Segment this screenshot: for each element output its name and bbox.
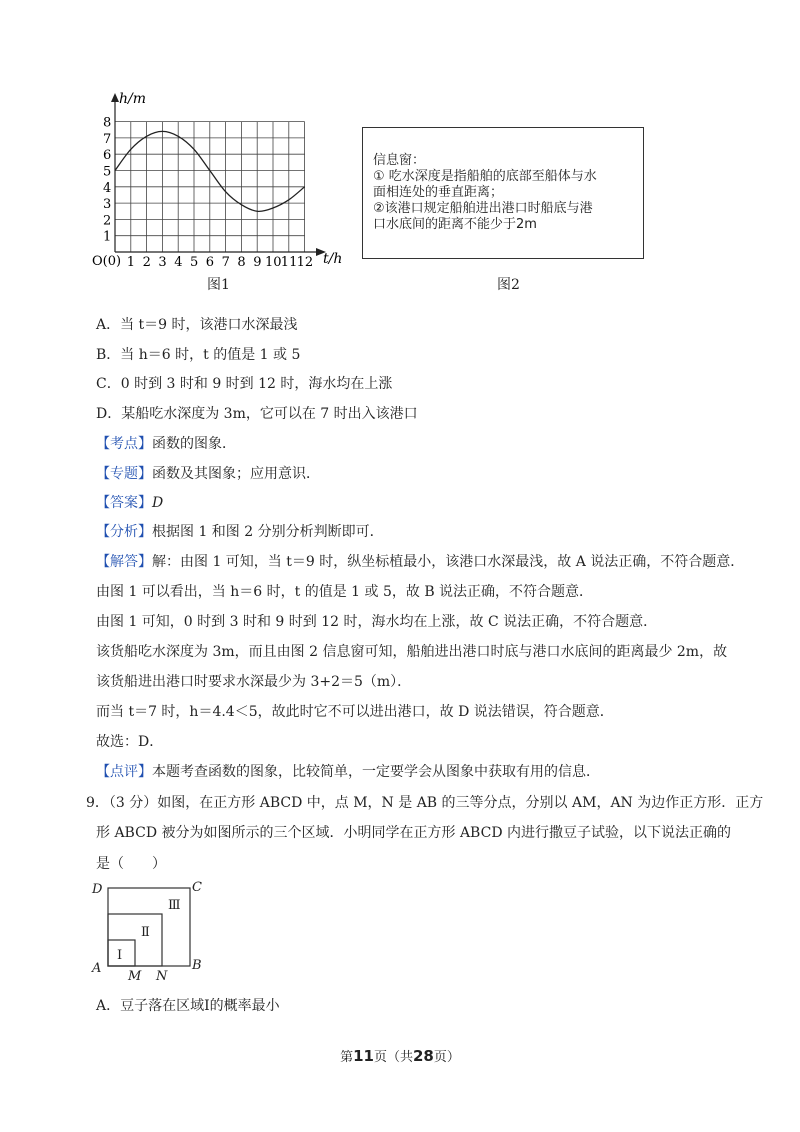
jieda-text-4: 该货船吃水深度为 3m，而且由图 2 信息窗可知，船舶进出港口时底与港口水底间的距离最少 2m，故 <box>96 644 728 660</box>
fenxi-tag: 【分析】 <box>96 524 152 540</box>
q9-stem-line-3: 是（ ） <box>96 856 166 872</box>
x-tick-label: 9 <box>253 255 262 270</box>
x-axis-label: t/h <box>323 251 343 267</box>
footer-page-number: 11 <box>353 1047 374 1065</box>
q9-stem-line-2: 形 ABCD 被分为如图所示的三个区域．小明同学在正方形 ABCD 内进行撒豆子试验，以下说法正确的 <box>96 825 731 841</box>
dianping-tag: 【点评】 <box>96 764 152 780</box>
footer-suffix: 页） <box>433 1050 460 1065</box>
y-tick-label: 7 <box>103 131 112 147</box>
info-line-1: 信息窗： <box>373 153 426 168</box>
y-tick-label: 3 <box>103 197 112 213</box>
kaodian-tag: 【考点】 <box>96 436 152 452</box>
x-tick-label: 11 <box>280 255 298 270</box>
info-window <box>362 127 644 259</box>
jieda-text-1: 解：由图 1 可知，当 t＝9 时，纵坐标植最小，该港口水深最浅，故 A 说法正确，不符合题意． <box>152 554 745 570</box>
jieda-text-5: 该货船进出港口时要求水深最少为 3+2＝5（m）． <box>96 674 412 690</box>
footer-mid: 页（共 <box>373 1050 413 1065</box>
kaodian-text: 函数的图象． <box>152 436 236 452</box>
page-footer <box>0 1046 800 1065</box>
q9-stem-line-1: 9．（3 分）如图，在正方形 ABCD 中，点 M，N 是 AB 的三等分点，分别以 AM，AN 为边作正方形．正方 <box>86 795 764 811</box>
info-line-2: ① 吃水深度是指船舶的底部至船体与水 <box>373 169 597 184</box>
footer-prefix: 第 <box>340 1050 354 1065</box>
y-tick-label: 2 <box>103 213 112 229</box>
x-tick-label: 2 <box>142 255 151 270</box>
fenxi-row <box>96 522 384 542</box>
label-region-1: Ⅰ <box>117 948 123 963</box>
x-tick-label: 7 <box>221 255 230 270</box>
jieda-text-6: 而当 t＝7 时，h＝4.4＜5，故此时它不可以进出港口，故 D 说法错误，符合题意． <box>96 704 614 720</box>
label-a: A <box>92 961 102 976</box>
zhuanti-tag: 【专题】 <box>96 466 152 482</box>
info-line-5: 口水底间的距离不能少于2m <box>373 217 537 232</box>
x-tick-label: 4 <box>174 255 183 270</box>
x-tick-label: 5 <box>190 255 199 270</box>
y-tick-label: 1 <box>103 229 112 245</box>
label-m: M <box>128 969 142 982</box>
zhuanti-row <box>96 464 320 484</box>
y-tick-label: 8 <box>103 115 112 131</box>
q8-option-c: C．0 时到 3 时和 9 时到 12 时，海水均在上涨 <box>96 376 393 392</box>
fenxi-text: 根据图 1 和图 2 分别分析判断即可． <box>152 524 384 540</box>
dianping-text: 本题考查函数的图象，比较简单，一定要学会从图象中获取有用的信息． <box>152 764 600 780</box>
x-tick-label: 8 <box>237 255 246 270</box>
figure1-caption: 图1 <box>207 277 230 293</box>
daan-tag: 【答案】 <box>96 495 152 511</box>
jieda-text-2: 由图 1 可以看出，当 h＝6 时，t 的值是 1 或 5，故 B 说法正确，不符合题意． <box>96 584 594 600</box>
jieda-text-7: 故选：D． <box>96 734 164 750</box>
x-tick-label: 1 <box>126 255 136 270</box>
x-tick-label: 3 <box>158 255 167 270</box>
label-region-3: Ⅲ <box>168 898 181 913</box>
y-axis-label: h/m <box>119 91 147 107</box>
y-tick-label: 6 <box>103 148 112 164</box>
info-line-3: 面相连处的垂直距离； <box>373 185 504 200</box>
water-depth-chart <box>90 88 360 270</box>
figure2-caption: 图2 <box>497 277 520 293</box>
dianping-row <box>96 762 600 782</box>
daan-row <box>96 493 163 513</box>
y-tick-label: 4 <box>103 180 112 196</box>
square-abcd-figure <box>86 876 216 982</box>
zhuanti-text: 函数及其图象；应用意识． <box>152 466 320 482</box>
jieda-tag: 【解答】 <box>96 554 152 570</box>
y-axis-arrow <box>111 93 119 102</box>
y-tick-label: 5 <box>103 164 112 180</box>
q8-option-a: A．当 t＝9 时，该港口水深最浅 <box>96 317 298 333</box>
info-line-4: ②该港口规定船舶进出港口时船底与港 <box>373 201 593 216</box>
footer-total-pages: 28 <box>413 1047 434 1065</box>
q8-option-d: D．某船吃水深度为 3m，它可以在 7 时出入该港口 <box>96 406 418 422</box>
label-c: C <box>192 880 202 895</box>
daan-text: D <box>152 495 164 511</box>
label-region-2: Ⅱ <box>141 925 150 940</box>
jieda-row <box>96 552 744 572</box>
x-tick-label: 6 <box>205 255 215 270</box>
label-n: N <box>156 969 168 982</box>
label-b: B <box>192 958 202 973</box>
origin-label: O(0) <box>92 254 122 269</box>
q8-option-b: B．当 h＝6 时，t 的值是 1 或 5 <box>96 347 301 363</box>
jieda-text-3: 由图 1 可知，0 时到 3 时和 9 时到 12 时，海水均在上涨，故 C 说法正确，不符合题意． <box>96 614 658 630</box>
label-d: D <box>92 882 103 897</box>
q9-option-a: A．豆子落在区域Ⅰ的概率最小 <box>96 998 280 1014</box>
x-tick-label: 12 <box>296 255 314 270</box>
kaodian-row <box>96 434 236 454</box>
x-tick-label: 10 <box>265 255 282 270</box>
